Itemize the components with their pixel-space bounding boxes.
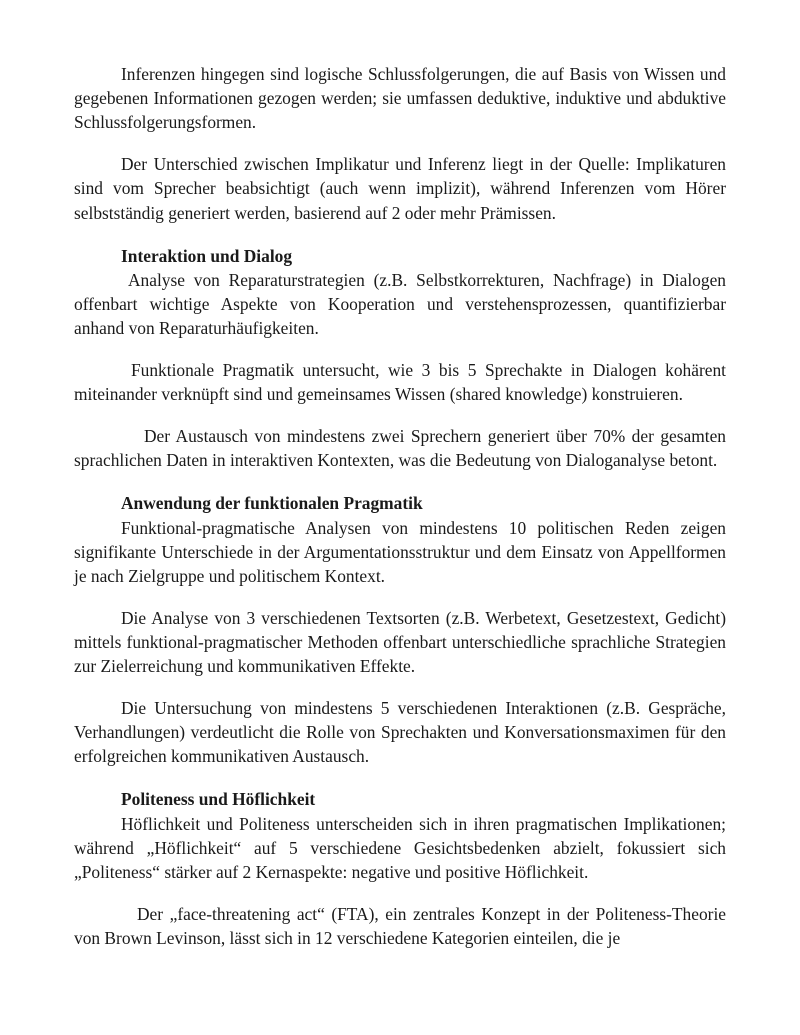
document-body bbox=[74, 62, 726, 968]
section-heading: Anwendung der funktionalen Pragmatik bbox=[121, 493, 423, 514]
paragraph-inferenzen: Inferenzen hingegen sind logische Schlussfolgerungen, die auf Basis von Wissen und gegebenen Informationen gezogen werden; sie umfassen deduktive, induktive und abduktive Schlussfolgerungsformen. bbox=[74, 64, 726, 133]
paragraph-face-threatening-act: Der „face-threatening act“ (FTA), ein zentrales Konzept in der Politeness-Theorie von Brown Levinson, lässt sich in 12 verschiedene Kategorien einteilen, die je bbox=[74, 903, 726, 948]
section-heading: Interaktion und Dialog bbox=[121, 245, 293, 266]
paragraph-hoeflichkeit-politeness: Höflichkeit und Politeness unterscheiden sich in ihren pragmatischen Implikationen; während „Höflichkeit“ auf 5 verschiedene Gesichtsbedenken abzielt, fokussiert sich „Politeness“ stärker auf 2 Kernaspekte: negative und positive Höflichkeit. bbox=[74, 813, 726, 882]
paragraph-politische-reden: Funktional-pragmatische Analysen von mindestens 10 politischen Reden zeigen signifikante Unterschiede in der Argumentationsstruktur und dem Einsatz von Appellformen je nach Zielgruppe und politischem Kontext. bbox=[74, 517, 726, 586]
paragraph-austausch-sprecher: Der Austausch von mindestens zwei Sprechern generiert über 70% der gesamten sprachlichen Daten in interaktiven Kontexten, was die Bedeutung von Dialoganalyse betont. bbox=[74, 425, 726, 471]
paragraph-unterschied-implikatur-inferenz: Der Unterschied zwischen Implikatur und Inferenz liegt in der Quelle: Implikaturen sind vom Sprecher beabsichtigt (auch wenn implizit), während Inferenzen vom Hörer selbstständig generiert werden, basierend auf 2 oder mehr Prämissen. bbox=[74, 154, 726, 223]
section-heading: Politeness und Höflichkeit bbox=[121, 789, 316, 810]
section-politeness-hoeflichkeit bbox=[74, 787, 726, 950]
paragraph-funktionale-pragmatik: Funktionale Pragmatik untersucht, wie 3 bis 5 Sprechakte in Dialogen kohärent miteinander verknüpft sind und gemeinsames Wissen (shared knowledge) konstruieren. bbox=[74, 360, 726, 405]
paragraph-textsorten: Die Analyse von 3 verschiedenen Textsorten (z.B. Werbetext, Gesetzestext, Gedicht) mittels funktional-pragmatischer Methoden offenbart unterschiedliche sprachliche Strategien zur Zielerreichung und kommunikativen Effekte. bbox=[74, 607, 726, 677]
paragraph-interaktionen: Die Untersuchung von mindestens 5 verschiedenen Interaktionen (z.B. Gespräche, Verhandlungen) verdeutlicht die Rolle von Sprechakten und Konversationsmaximen für den erfolgreichen kommunikativen Austausch. bbox=[74, 697, 726, 767]
paragraph-reparaturstrategien: Analyse von Reparaturstrategien (z.B. Selbstkorrekturen, Nachfrage) in Dialogen offenbart wichtige Aspekte von Kooperation und verstehensprozessen, quantifizierbar anhand von Reparaturhäufigkeiten. bbox=[74, 269, 726, 339]
section-interaktion-und-dialog bbox=[74, 244, 726, 473]
section-anwendung-funktionale-pragmatik bbox=[74, 491, 726, 768]
